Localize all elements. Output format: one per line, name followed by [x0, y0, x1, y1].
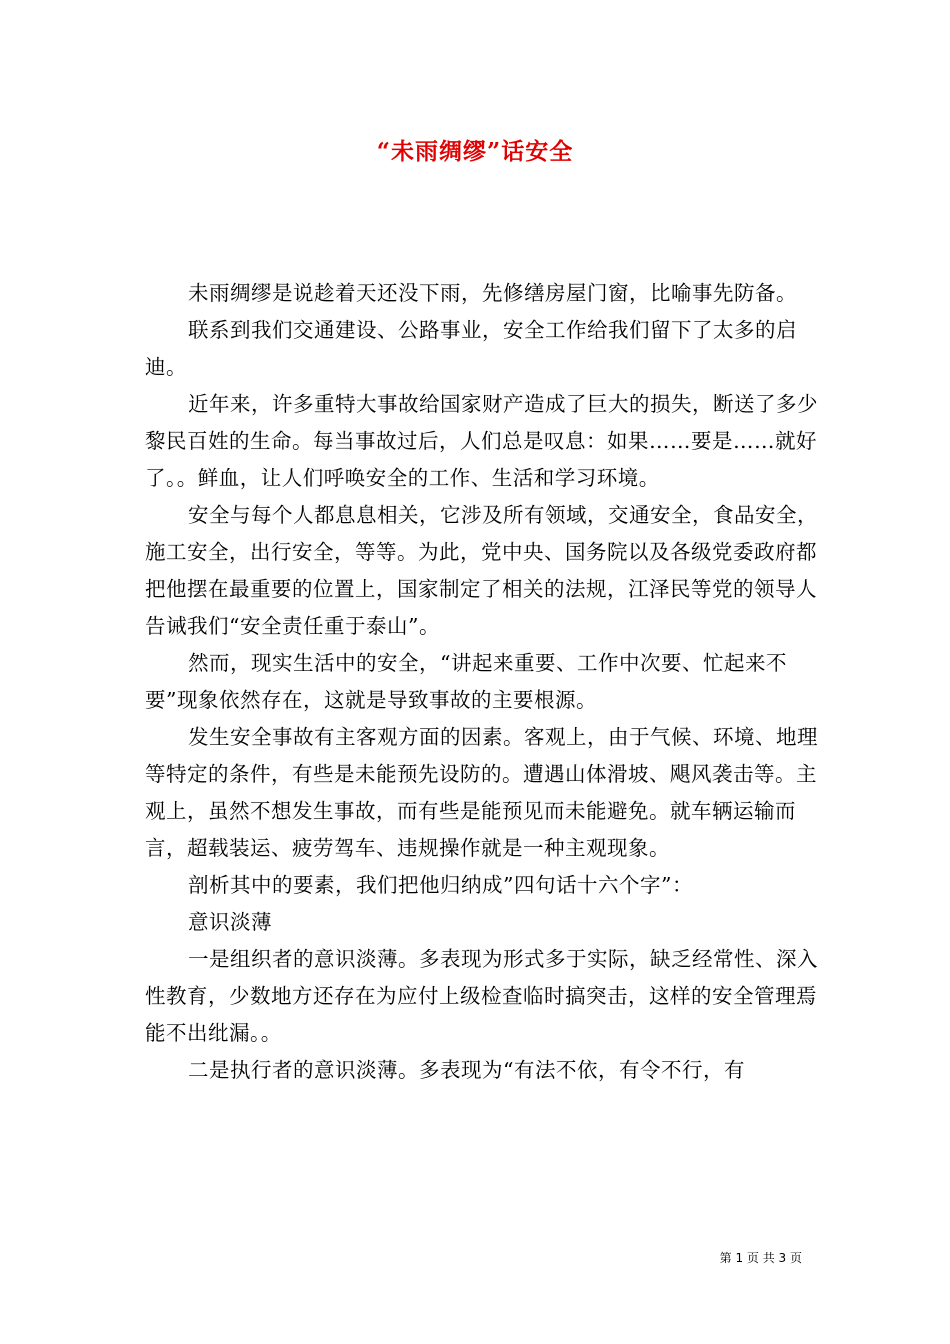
- section-heading: 意识淡薄: [188, 910, 273, 934]
- document-title: “未雨绸缪”话安全: [376, 138, 574, 165]
- paragraph: 一是组织者的意识淡薄。多表现为形式多于实际，缺乏经常性、深入性教育，少数地方还存在为应付上级检查临时搞突击，这样的安全管理焉能不出纰漏。。: [145, 947, 819, 1045]
- paragraph: 近年来，许多重特大事故给国家财产造成了巨大的损失，断送了多少黎民百姓的生命。每当事故过后，人们总是叹息：如果……要是……就好了。。鲜血，让人们呼唤安全的工作、生活和学习环境。: [145, 392, 819, 490]
- paragraph: 联系到我们交通建设、公路事业，安全工作给我们留下了太多的启迪。: [145, 318, 798, 379]
- page-number-footer: 第 1 页 共 3 页: [719, 1251, 802, 1265]
- paragraph: 未雨绸缪是说趁着天还没下雨，先修缮房屋门窗，比喻事先防备。: [188, 281, 798, 305]
- document-body: [145, 275, 825, 1089]
- paragraph: 安全与每个人都息息相关，它涉及所有领域，交通安全，食品安全，施工安全，出行安全，等等。为此，党中央、国务院以及各级党委政府都把他摆在最重要的位置上，国家制定了相关的法规，江泽民等党的领导人告诫我们“安全责任重于泰山”。: [145, 503, 819, 638]
- paragraph: 然而，现实生活中的安全，“讲起来重要、工作中次要、忙起来不要”现象依然存在，这就是导致事故的主要根源。: [145, 651, 788, 712]
- paragraph: 二是执行者的意识淡薄。多表现为“有法不依，有令不行，有: [188, 1058, 746, 1082]
- paragraph: 剖析其中的要素，我们把他归纳成”四句话十六个字”：: [188, 873, 694, 897]
- paragraph: 发生安全事故有主客观方面的因素。客观上，由于气候、环境、地理等特定的条件，有些是未能预先设防的。遭遇山体滑坡、飓风袭击等。主观上，虽然不想发生事故，而有些是能预见而未能避免。就车辆运输而言，超载装运、疲劳驾车、违规操作就是一种主观现象。: [145, 725, 819, 860]
